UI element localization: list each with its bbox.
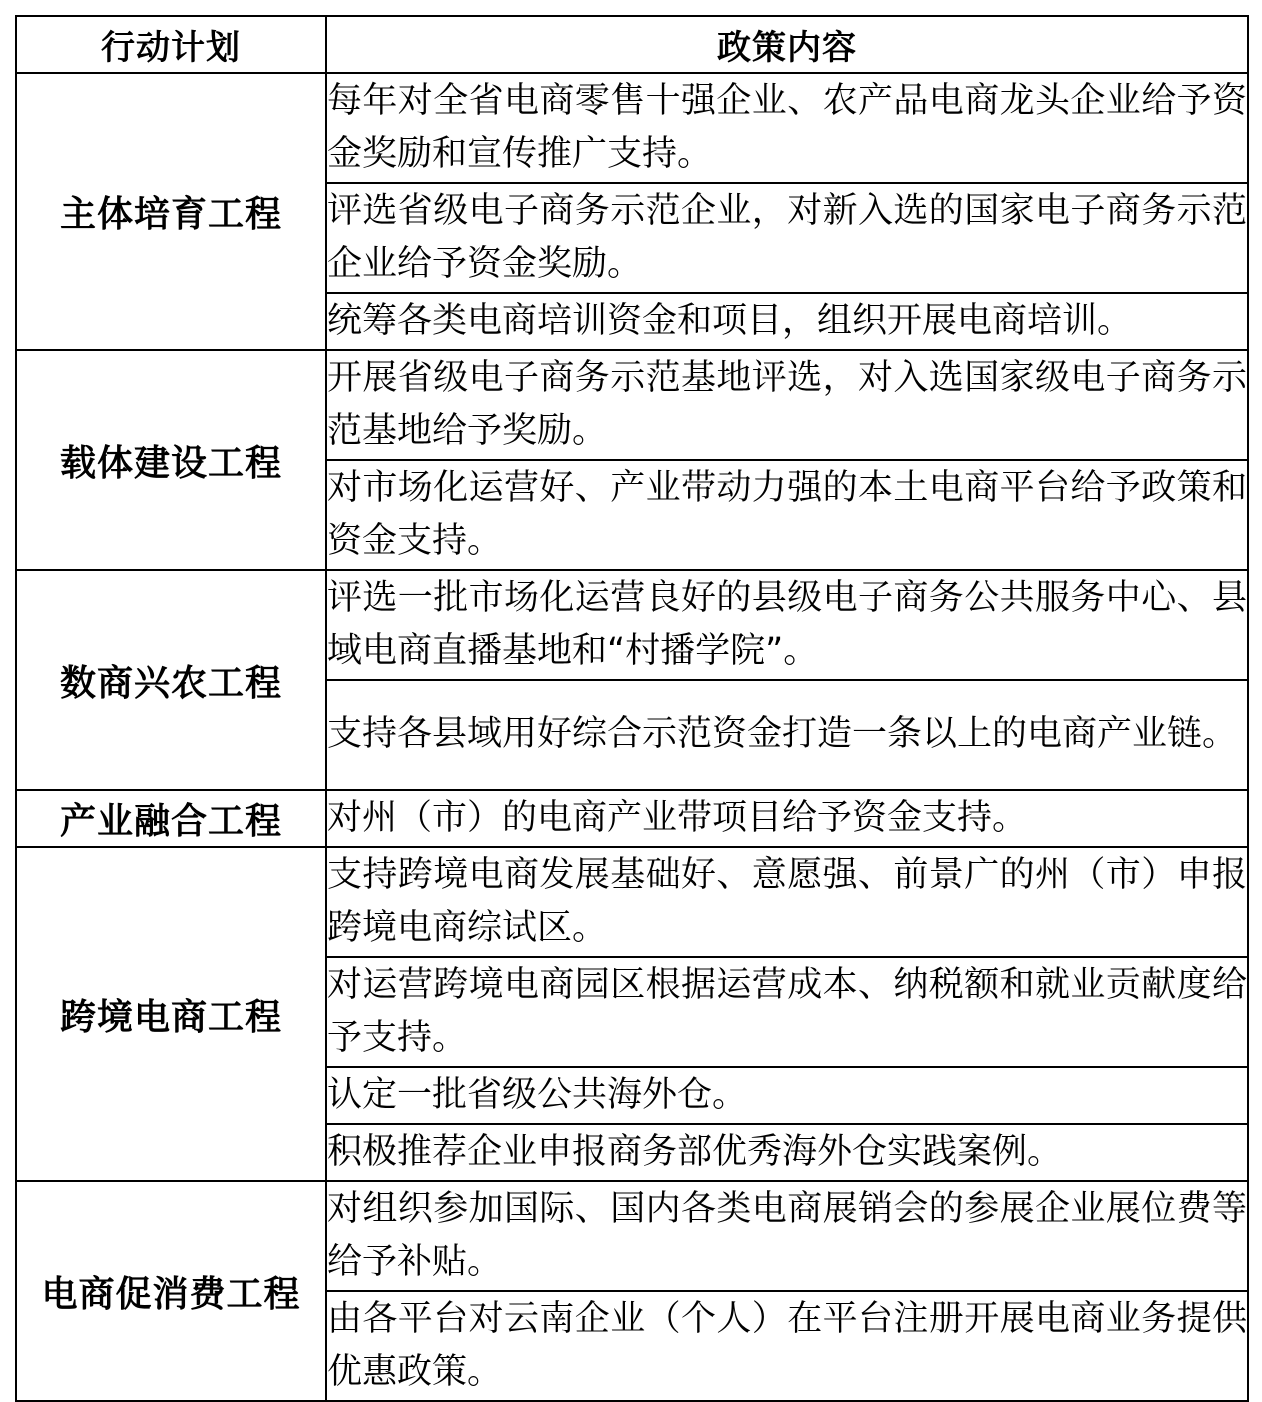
plan-cell: 产业融合工程 bbox=[16, 790, 326, 847]
policy-cell: 评选一批市场化运营良好的县级电子商务公共服务中心、县域电商直播基地和“村播学院”。 bbox=[326, 570, 1248, 680]
policy-cell: 对组织参加国际、国内各类电商展销会的参展企业展位费等给予补贴。 bbox=[326, 1181, 1248, 1291]
plan-cell: 载体建设工程 bbox=[16, 350, 326, 570]
plan-cell: 跨境电商工程 bbox=[16, 847, 326, 1181]
policy-cell: 由各平台对云南企业（个人）在平台注册开展电商业务提供优惠政策。 bbox=[326, 1291, 1248, 1401]
table-row bbox=[16, 847, 1248, 957]
header-content: 政策内容 bbox=[326, 16, 1248, 73]
table-row bbox=[16, 790, 1248, 847]
plan-cell: 数商兴农工程 bbox=[16, 570, 326, 790]
table-row bbox=[16, 1181, 1248, 1291]
table-row bbox=[16, 73, 1248, 183]
policy-cell: 支持跨境电商发展基础好、意愿强、前景广的州（市）申报跨境电商综试区。 bbox=[326, 847, 1248, 957]
table-row bbox=[16, 570, 1248, 680]
policy-cell: 评选省级电子商务示范企业，对新入选的国家电子商务示范企业给予资金奖励。 bbox=[326, 183, 1248, 293]
header-row bbox=[16, 16, 1248, 73]
header-plan: 行动计划 bbox=[16, 16, 326, 73]
plan-cell: 主体培育工程 bbox=[16, 73, 326, 350]
policy-cell: 对运营跨境电商园区根据运营成本、纳税额和就业贡献度给予支持。 bbox=[326, 957, 1248, 1067]
policy-cell: 认定一批省级公共海外仓。 bbox=[326, 1067, 1248, 1124]
plan-cell: 电商促消费工程 bbox=[16, 1181, 326, 1401]
policy-table bbox=[15, 15, 1249, 1402]
policy-cell: 统筹各类电商培训资金和项目，组织开展电商培训。 bbox=[326, 293, 1248, 350]
policy-cell: 对市场化运营好、产业带动力强的本土电商平台给予政策和资金支持。 bbox=[326, 460, 1248, 570]
policy-cell: 开展省级电子商务示范基地评选，对入选国家级电子商务示范基地给予奖励。 bbox=[326, 350, 1248, 460]
policy-cell: 积极推荐企业申报商务部优秀海外仓实践案例。 bbox=[326, 1124, 1248, 1181]
policy-cell: 支持各县域用好综合示范资金打造一条以上的电商产业链。 bbox=[326, 680, 1248, 790]
policy-cell: 每年对全省电商零售十强企业、农产品电商龙头企业给予资金奖励和宣传推广支持。 bbox=[326, 73, 1248, 183]
policy-cell: 对州（市）的电商产业带项目给予资金支持。 bbox=[326, 790, 1248, 847]
table-row bbox=[16, 350, 1248, 460]
